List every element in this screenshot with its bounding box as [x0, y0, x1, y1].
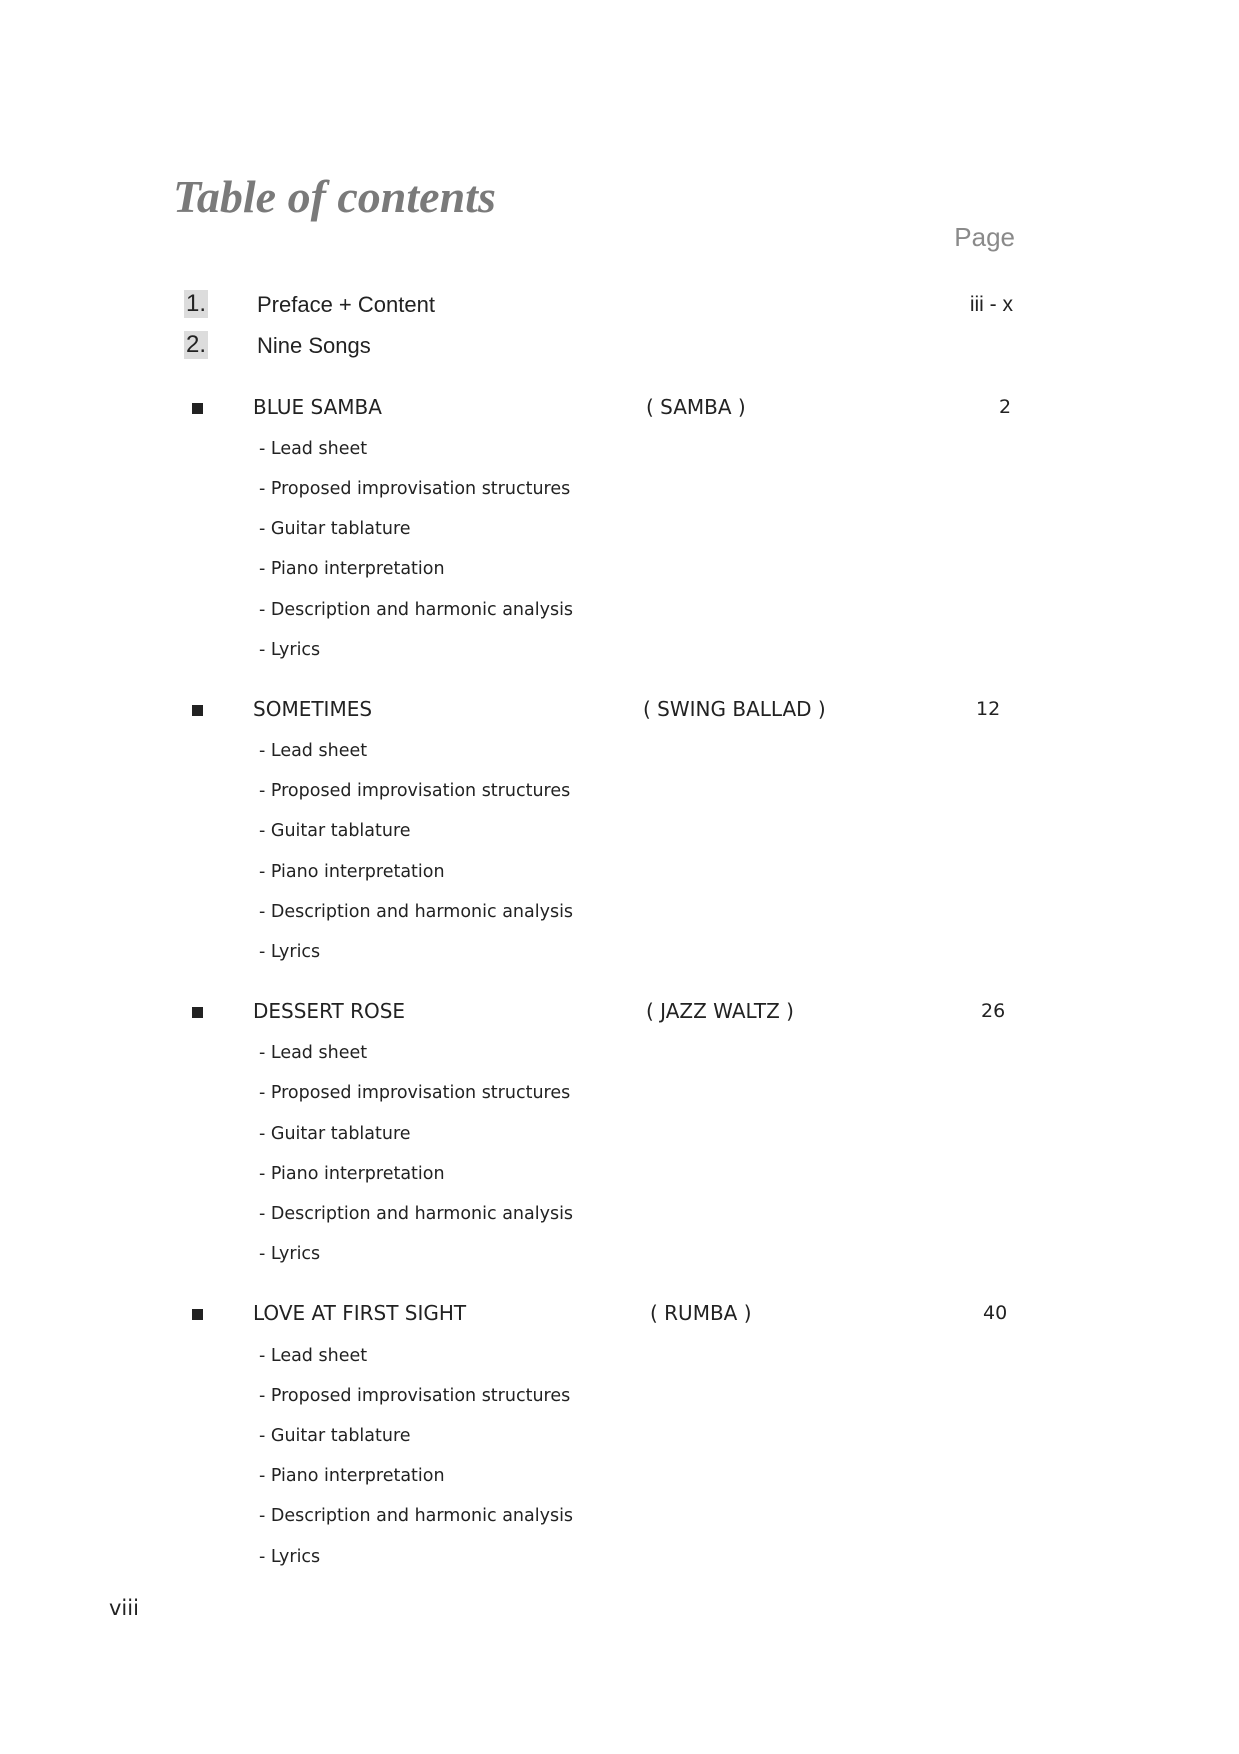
song-item: - Piano interpretation: [259, 1164, 445, 1184]
song-page: 2: [999, 396, 1012, 418]
song-item: - Lead sheet: [259, 1043, 368, 1063]
entry-text: Nine Songs: [257, 333, 371, 358]
entry-page: iii - x: [969, 293, 1013, 316]
entry-text: Preface + Content: [257, 292, 435, 317]
song-item: - Guitar tablature: [259, 1426, 411, 1446]
song-title: SOMETIMES: [253, 697, 373, 721]
song-title: DESSERT ROSE: [253, 999, 406, 1023]
song-item: - Piano interpretation: [259, 862, 445, 882]
square-bullet-icon: [192, 1309, 203, 1320]
song-item: - Description and harmonic analysis: [259, 600, 574, 620]
song-page: 40: [983, 1302, 1008, 1324]
song-item: - Description and harmonic analysis: [259, 1204, 574, 1224]
song-item: - Lead sheet: [259, 439, 368, 459]
song-page: 12: [976, 698, 1001, 720]
square-bullet-icon: [192, 403, 203, 414]
song-item: - Guitar tablature: [259, 821, 411, 841]
entry-number: 1.: [186, 290, 207, 317]
song-item: - Guitar tablature: [259, 1124, 411, 1144]
song-item: - Guitar tablature: [259, 519, 411, 539]
page-title: Table of contents: [173, 171, 496, 222]
song-genre: ( JAZZ WALTZ ): [646, 999, 794, 1023]
song-item: - Lead sheet: [259, 1346, 368, 1366]
song-genre: ( SAMBA ): [646, 395, 746, 419]
song-page: 26: [981, 1000, 1006, 1022]
song-genre: ( SWING BALLAD ): [643, 697, 826, 721]
song-item: - Proposed improvisation structures: [259, 479, 571, 499]
page-number: viii: [109, 1596, 139, 1620]
song-item: - Description and harmonic analysis: [259, 1506, 574, 1526]
song-genre: ( RUMBA ): [650, 1301, 752, 1325]
square-bullet-icon: [192, 705, 203, 716]
song-item: - Lyrics: [259, 1244, 321, 1264]
song-item: - Piano interpretation: [259, 559, 445, 579]
song-item: - Description and harmonic analysis: [259, 902, 574, 922]
song-item: - Lyrics: [259, 1547, 321, 1567]
song-item: - Piano interpretation: [259, 1466, 445, 1486]
square-bullet-icon: [192, 1007, 203, 1018]
song-item: - Lyrics: [259, 640, 321, 660]
page-column-header: Page: [954, 222, 1015, 252]
song-item: - Proposed improvisation structures: [259, 1083, 571, 1103]
song-title: BLUE SAMBA: [253, 395, 382, 419]
song-title: LOVE AT FIRST SIGHT: [253, 1301, 467, 1325]
song-item: - Lead sheet: [259, 741, 368, 761]
song-item: - Proposed improvisation structures: [259, 1386, 571, 1406]
song-item: - Proposed improvisation structures: [259, 781, 571, 801]
song-item: - Lyrics: [259, 942, 321, 962]
entry-number: 2.: [186, 331, 207, 358]
